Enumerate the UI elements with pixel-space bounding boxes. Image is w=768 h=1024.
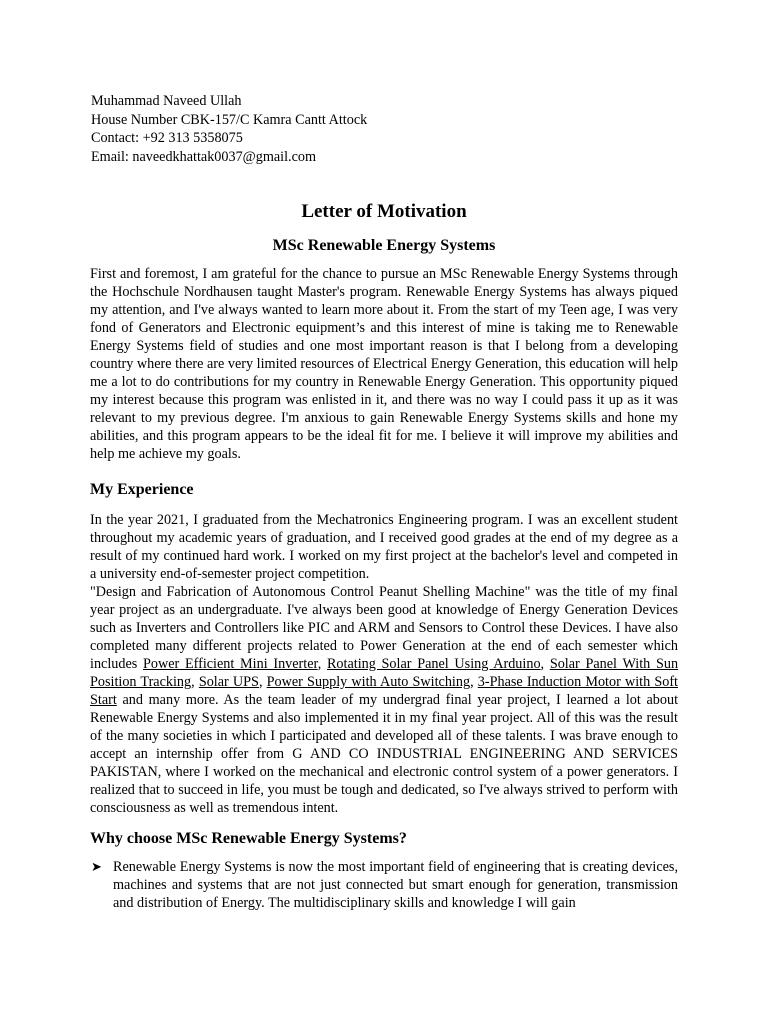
bullet-list-item bbox=[90, 858, 678, 912]
sender-header bbox=[91, 92, 367, 167]
project-link: Rotating Solar Panel Using Arduino bbox=[326, 656, 541, 672]
project-link: Solar UPS bbox=[198, 674, 259, 690]
bullet-text: Renewable Energy Systems is now the most important field of engineering that is creating devices, machines and systems that are not just connected but smart enough for generation, transmission and distribution of Energy. The multidisciplinary skills and knowledge I will gain bbox=[113, 859, 678, 911]
arrow-bullet-icon: ➤ bbox=[91, 859, 102, 874]
sender-name: Muhammad Naveed Ullah bbox=[91, 93, 242, 109]
sender-contact: Contact: +92 313 5358075 bbox=[91, 130, 243, 147]
experience-heading: My Experience bbox=[90, 481, 194, 498]
project-link: Power Supply with Auto Switching bbox=[266, 674, 471, 690]
experience-paragraph-2-start: "Design and Fabrication of Autonomous Control Peanut Shelling Machine" was the title of my final year project as an undergraduate. I've always been good at knowledge of Energy Generation Devices such as Inverters and Controllers like PIC and ARM and Sensors to Control these Devices. I have also completed many different projects related to Power Generation at the end of each semester which includes bbox=[90, 584, 678, 672]
experience-section bbox=[90, 511, 678, 817]
intro-paragraph: First and foremost, I am grateful for the chance to pursue an MSc Renewable Energy Systems through the Hochschule Nordhausen taught Master's program. Renewable Energy Systems has always piqued my attention, and I've always wanted to learn more about it. From the start of my Teen age, I was very fond of Generators and Electronic equipment’s and this interest of mine is taking me to Renewable Energy Systems field of studies and one most important reason is that I belong from a developing country where there are very limited resources of Electrical Energy Generation, this education will help me a lot to do contributions for my country in Renewable Energy Generation. This opportunity piqued my interest because this program was enlisted in it, and there was no way I could pass it up as it was relevant to my previous degree. I'm anxious to gain Renewable Energy Systems skills and hone my abilities, and this program appears to be the ideal fit for me. I believe it will improve my abilities and help me achieve my goals. bbox=[90, 266, 678, 462]
project-link: Solar Panel With Sun Position Tracking bbox=[90, 656, 679, 690]
sender-email: Email: naveedkhattak0037@gmail.com bbox=[91, 149, 317, 166]
document-title: Letter of Motivation bbox=[301, 201, 467, 222]
why-heading: Why choose MSc Renewable Energy Systems? bbox=[90, 830, 407, 847]
project-link: 3-Phase Induction Motor with Soft Start bbox=[90, 674, 678, 708]
experience-paragraph-1: In the year 2021, I graduated from the Mechatronics Engineering program. I was an excellent student throughout my academic years of graduation, and I received good grades at the end of my degree as a result of my continued hard work. I worked on my first project at the bachelor's level and competed in a university end-of-semester project competition. bbox=[90, 512, 678, 582]
sender-address: House Number CBK-157/C Kamra Cantt Attock bbox=[91, 111, 368, 128]
document-subtitle: MSc Renewable Energy Systems bbox=[272, 237, 496, 254]
experience-paragraph-2: "Design and Fabrication of Autonomous Control Peanut Shelling Machine" was the title of my final year project as an undergraduate. I've always been good at knowledge of Energy Generation Devices such as Inverters and Controllers like PIC and ARM and Sensors to Control these Devices. I have also completed many different projects related to Power Generation at the end of each semester which includes Power Efficient Mini Inverter, Rotating Solar Panel Using Arduino, Solar Panel With Sun Position Tracking, Solar UPS, Power Supply with Auto Switching, 3-Phase Induction Motor with Soft Start and many more. As the team leader of my undergrad final year project, I learned a lot about Renewable Energy Systems and also implemented it in my final year project. All of this was the result of the many societies in which I participated and developed all of these talents. I was brave enough to accept an internship offer from G AND CO INDUSTRIAL ENGINEERING AND SERVICES PAKISTAN, where I worked on the mechanical and electronic control system of a power generators. I realized that to succeed in life, you must be tough and dedicated, so I've always strived to perform with consciousness as well as tremendous intent. bbox=[90, 584, 679, 816]
experience-paragraph-2-end: and many more. As the team leader of my undergrad final year project, I learned a lot about Renewable Energy Systems and also implemented it in my final year project. All of this was the result of the many societies in which I participated and developed all of these talents. I was brave enough to accept an internship offer from G AND CO INDUSTRIAL ENGINEERING AND SERVICES PAKISTAN, where I worked on the mechanical and electronic control system of a power generators. I realized that to succeed in life, you must be tough and dedicated, so I've always strived to perform with consciousness as well as tremendous intent. bbox=[90, 692, 679, 816]
project-link: Power Efficient Mini Inverter bbox=[143, 656, 318, 672]
